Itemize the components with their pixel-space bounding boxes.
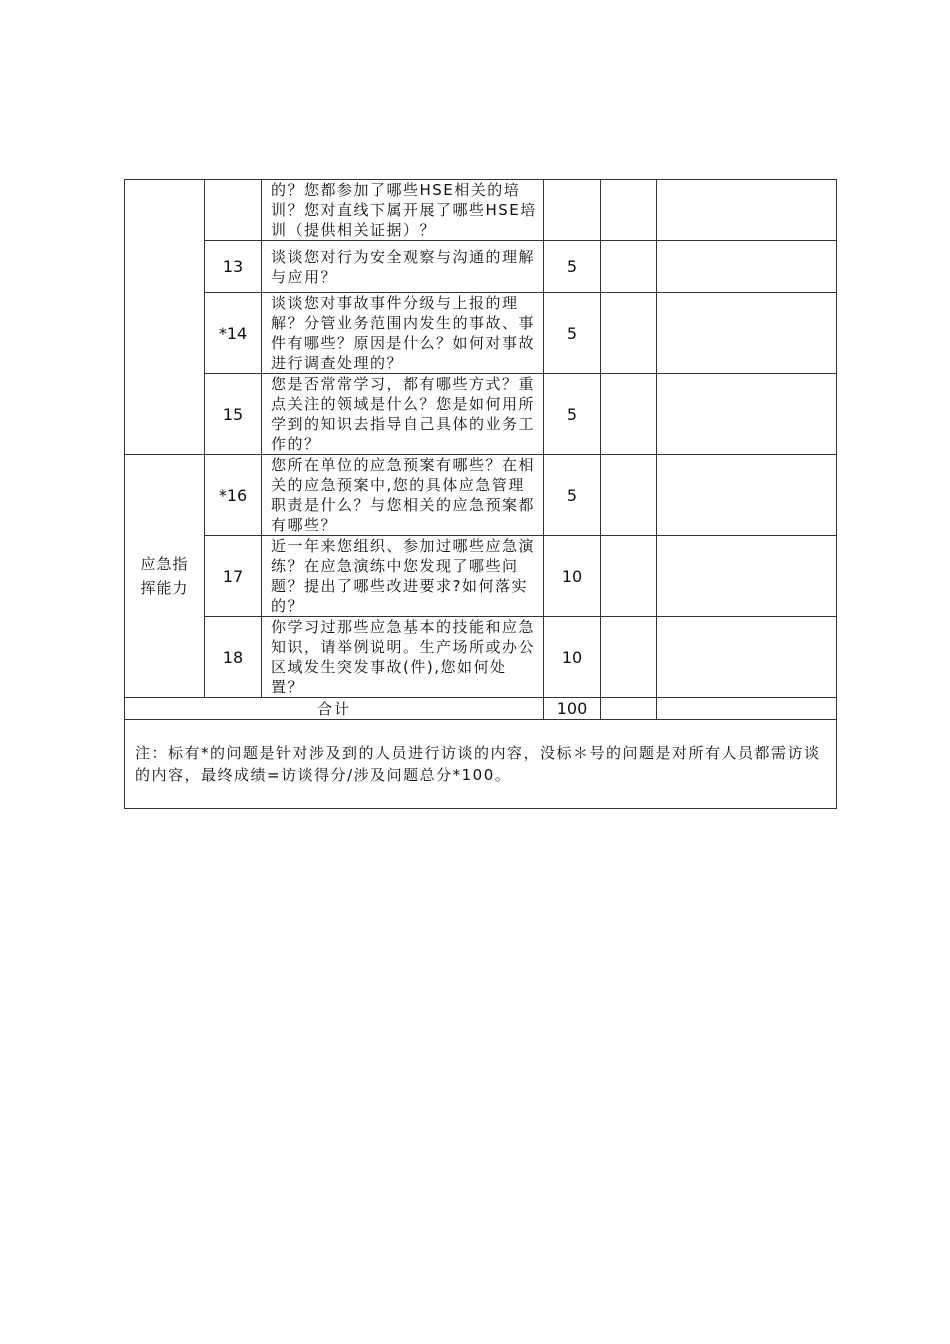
total-row — [125, 698, 837, 720]
total-label: 合计 — [125, 698, 544, 720]
question-number: 13 — [205, 241, 262, 293]
question-score: 10 — [544, 536, 601, 617]
question-number — [205, 180, 262, 241]
category-cell-previous — [125, 180, 205, 455]
question-score: 10 — [544, 617, 601, 698]
question-number: 15 — [205, 374, 262, 455]
table-row — [125, 180, 837, 241]
question-text: 您是否常常学习，都有哪些方式？重点关注的领域是什么？您是如何用所学到的知识去指导自己具体的业务工作的？ — [262, 374, 544, 455]
table-row — [125, 455, 837, 536]
question-score — [544, 180, 601, 241]
table-row — [125, 293, 837, 374]
question-score: 5 — [544, 455, 601, 536]
question-score: 5 — [544, 293, 601, 374]
question-text: 您所在单位的应急预案有哪些？在相关的应急预案中,您的具体应急管理职责是什么？与您相关的应急预案都有哪些？ — [262, 455, 544, 536]
blank-cell — [601, 180, 657, 241]
question-number: 17 — [205, 536, 262, 617]
blank-cell — [657, 293, 837, 374]
table-row — [125, 536, 837, 617]
blank-cell — [657, 455, 837, 536]
blank-cell — [657, 617, 837, 698]
table-row — [125, 617, 837, 698]
blank-cell — [657, 536, 837, 617]
blank-cell — [657, 374, 837, 455]
blank-cell — [601, 617, 657, 698]
question-text: 你学习过那些应急基本的技能和应急知识，请举例说明。生产场所或办公区域发生突发事故(件),您如何处置？ — [262, 617, 544, 698]
blank-cell — [657, 698, 837, 720]
question-score: 5 — [544, 374, 601, 455]
question-number: *16 — [205, 455, 262, 536]
blank-cell — [601, 293, 657, 374]
question-number: 18 — [205, 617, 262, 698]
note-text: 注：标有*的问题是针对涉及到的人员进行访谈的内容，没标＊号的问题是对所有人员都需访谈的内容，最终成绩=访谈得分/涉及问题总分*100。 — [125, 720, 837, 809]
category-label: 应急指挥能力 — [140, 555, 189, 597]
question-text: 谈谈您对行为安全观察与沟通的理解与应用？ — [262, 241, 544, 293]
table-row — [125, 374, 837, 455]
interview-score-table — [124, 179, 837, 809]
blank-cell — [601, 241, 657, 293]
table-row — [125, 241, 837, 293]
category-emergency-command — [125, 455, 205, 698]
blank-cell — [657, 180, 837, 241]
question-number: *14 — [205, 293, 262, 374]
blank-cell — [657, 241, 837, 293]
note-row — [125, 720, 837, 809]
total-score: 100 — [544, 698, 601, 720]
question-text: 谈谈您对事故事件分级与上报的理解？分管业务范围内发生的事故、事件有哪些？原因是什么？如何对事故进行调查处理的？ — [262, 293, 544, 374]
blank-cell — [601, 536, 657, 617]
question-text: 的？您都参加了哪些HSE相关的培训？您对直线下属开展了哪些HSE培训（提供相关证据）？ — [262, 180, 544, 241]
blank-cell — [601, 455, 657, 536]
blank-cell — [601, 374, 657, 455]
question-text: 近一年来您组织、参加过哪些应急演练？在应急演练中您发现了哪些问题？提出了哪些改进要求?如何落实的？ — [262, 536, 544, 617]
question-score: 5 — [544, 241, 601, 293]
blank-cell — [601, 698, 657, 720]
